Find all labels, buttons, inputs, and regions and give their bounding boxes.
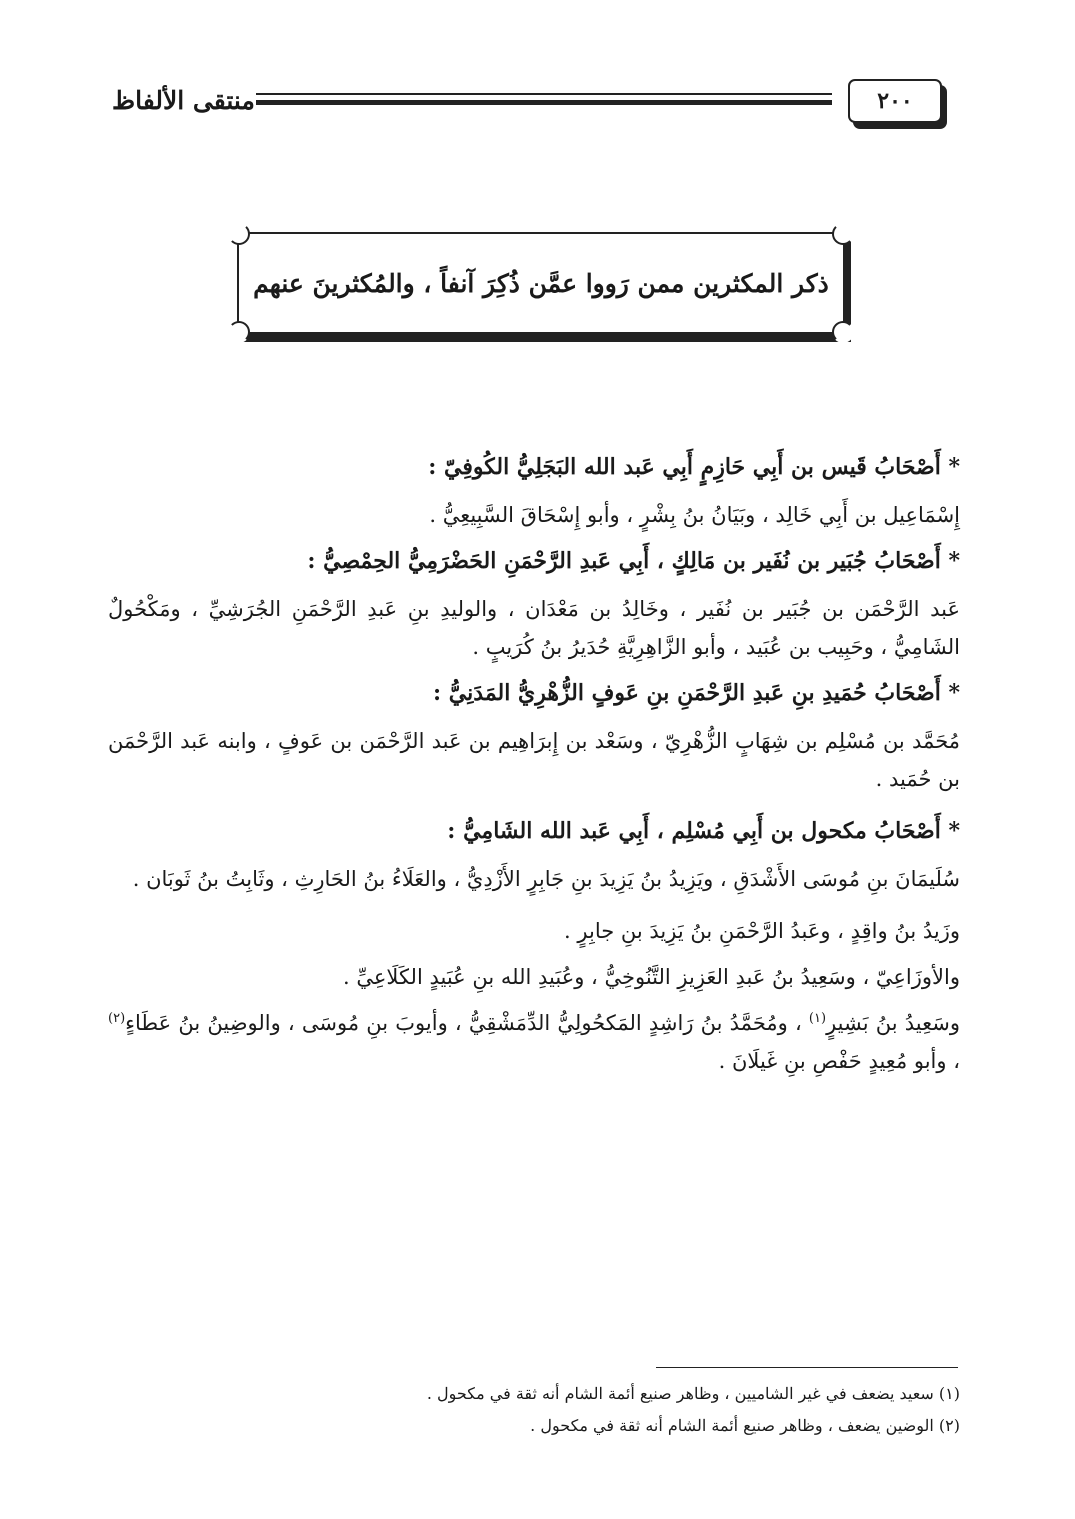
paragraph: عَبد الرَّحْمَن بن جُبَير بن نُفَير ، وخَالِدُ بن مَعْدَان ، والوليدِ بنِ عَبدِ الرَّحْمَنِ الجُرَشِيِّ ، ومَكْحُولٌ الشَامِيُّ ، وحَبِيب بن عُبَيد ، وأبو الزَّاهِرِيَّةِ حُدَيرُ بنُ كُرَيبٍ . [108, 597, 960, 659]
frame-corner-ornament [228, 223, 250, 245]
frame-corner-ornament [832, 321, 854, 343]
page-number: ٢٠٠ [877, 88, 913, 114]
paragraph: سُلَيمَانَ بنِ مُوسَى الأَشْدَقِ ، ويَزِيدُ بنُ يَزِيدَ بنِ جَابِرٍ الأَزْدِيُّ ، والعَلَاءُ بنُ الحَارِثِ ، وثَابِتُ بنُ ثَوبَان . [132, 867, 960, 891]
paragraph: وزَيدُ بنُ واقِدٍ ، وعَبدُ الرَّحْمَنِ بنُ يَزِيدَ بنِ جابِرٍ . [564, 919, 960, 943]
paragraph-text: وسَعِيدُ بنُ بَشِيرٍ [826, 1011, 960, 1035]
page-number-box [848, 79, 942, 123]
paragraph: إِسْمَاعِيل بن أَبِي خَالِد ، وبَيَانُ بنُ بِشْرٍ ، وأبو إِسْحَاقَ السَّبِيعِيُّ . [429, 503, 960, 527]
section-heading: * أَصْحَابُ جُبَير بن نُفَير بن مَالِكٍ ، أَبِي عَبدِ الرَّحْمَنِ الحَضْرَمِيُّ الحِمْصِيُّ : [307, 548, 960, 574]
header-rule-thin [256, 93, 832, 95]
footnote: (١) سعيد يضعف في غير الشاميين ، وظاهر صنيع أئمة الشام أنه ثقة في مكحول . [426, 1384, 960, 1403]
paragraph: مُحَمَّد بن مُسْلِم بن شِهَابٍ الزُّهْرِيّ ، وسَعْد بن إِبرَاهِيم بن عَبد الرَّحْمَن بن عَوفٍ ، وابنه عَبد الرَّحْمَن بن حُمَيد . [108, 729, 960, 791]
footnote-reference[interactable]: (١) [808, 1011, 827, 1026]
chapter-title-frame [237, 232, 845, 334]
paragraph-text: ، ومُحَمَّدُ بنُ رَاشِدٍ المَكحُولِيُّ الدِّمَشْقِيُّ ، وأيوبَ بنِ مُوسَى ، والوضِينُ بنُ عَطَاءٍ [125, 1011, 809, 1035]
main-text [108, 448, 960, 1088]
footnote-separator [656, 1367, 958, 1368]
paragraph-text: ، وأبو مُعِيدٍ حَفْصِ بنِ غَيلَانَ . [718, 1049, 960, 1073]
running-header-title: منتقى الألفاظ [112, 86, 255, 115]
section-heading: * أَصْحَابُ حُمَيدِ بنِ عَبدِ الرَّحْمَنِ بنِ عَوفٍ الزُّهْرِيُّ المَدَنِيُّ : [433, 680, 960, 706]
section-heading: * أَصْحَابُ مكحول بن أَبِي مُسْلِم ، أَبِي عَبد الله الشَامِيُّ : [447, 818, 960, 844]
header-rule-thick [256, 100, 832, 105]
chapter-title: ذكر المكثرين ممن رَووا عمَّن ذُكِرَ آنفاً ، والمُكثرينَ عنهم [253, 268, 829, 298]
paragraph: والأوزَاعِيّ ، وسَعِيدُ بنُ عَبدِ العَزِيزِ التَّنُوخِيُّ ، وعُبَيدِ الله بنِ عُبَيدٍ الكَلَاعِيِّ . [343, 965, 960, 989]
footnote-reference[interactable]: (٢) [108, 1011, 126, 1026]
section-heading: * أَصْحَابُ قَيس بن أَبِي حَازِمٍ أَبِي عَبد الله البَجَلِيُّ الكُوفِيّ : [428, 454, 960, 480]
footnote: (٢) الوضين يضعف ، وظاهر صنيع أئمة الشام أنه ثقة في مكحول . [530, 1416, 960, 1435]
frame-corner-ornament [228, 321, 250, 343]
footnotes [300, 1378, 960, 1442]
paragraph-with-footnotes [108, 1004, 960, 1080]
frame-corner-ornament [832, 223, 854, 245]
